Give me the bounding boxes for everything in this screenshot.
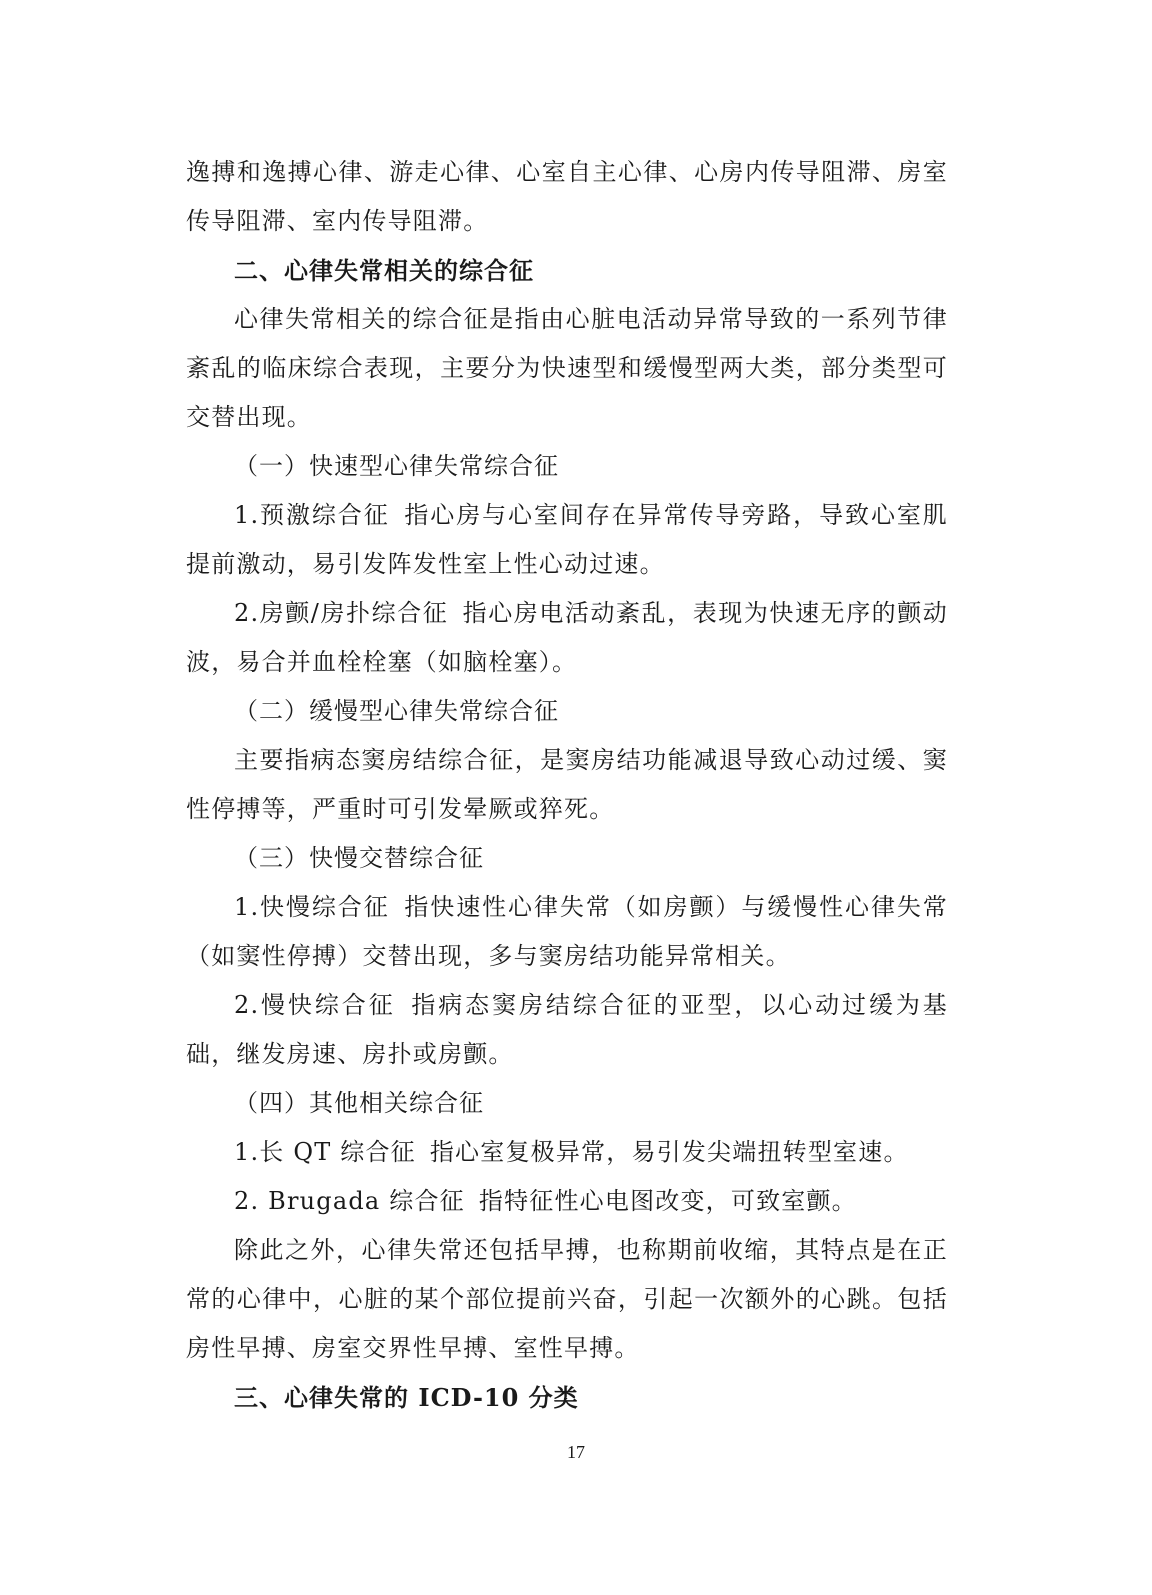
body-text — [186, 148, 948, 1422]
group-1-item-1 — [186, 491, 948, 589]
item-description: 指快速性心律失常（如房颤）与缓慢性心律失常（如窦性停搏）交替出现，多与窦房结功能异常相关。 — [186, 893, 948, 970]
item-term: 1.预激综合征 — [234, 501, 390, 529]
page-number: 17 — [567, 1442, 585, 1462]
group-1-item-2 — [186, 589, 948, 687]
group-2-heading: （二）缓慢型心律失常综合征 — [234, 697, 559, 725]
group-3-item-2 — [186, 981, 948, 1079]
group-2-body-paragraph: 主要指病态窦房结综合征，是窦房结功能减退导致心动过缓、窦性停搏等，严重时可引发晕厥或猝死。 — [186, 746, 948, 823]
intro-continuation-paragraph: 逸搏和逸搏心律、游走心律、心室自主心律、心房内传导阻滞、房室传导阻滞、室内传导阻滞。 — [186, 158, 948, 235]
section-2-intro-paragraph: 心律失常相关的综合征是指由心脏电活动异常导致的一系列节律紊乱的临床综合表现，主要分为快速型和缓慢型两大类，部分类型可交替出现。 — [186, 305, 948, 431]
item-term: 2.慢快综合征 — [234, 991, 396, 1019]
item-description: 指心房与心室间存在异常传导旁路，导致心室肌提前激动，易引发阵发性室上性心动过速。 — [186, 501, 948, 578]
group-1-heading: （一）快速型心律失常综合征 — [234, 452, 559, 480]
item-description: 指病态窦房结综合征的亚型，以心动过缓为基础，继发房速、房扑或房颤。 — [186, 991, 948, 1068]
item-description: 指心房电活动紊乱，表现为快速无序的颤动波，易合并血栓栓塞（如脑栓塞）。 — [186, 599, 948, 676]
section-3-heading: 三、心律失常的 ICD-10 分类 — [234, 1383, 579, 1412]
item-term: 1.快慢综合征 — [234, 893, 390, 921]
item-description: 指特征性心电图改变，可致室颤。 — [478, 1187, 857, 1215]
item-term: 1.长 QT 综合征 — [234, 1138, 416, 1166]
item-term: 2.房颤/房扑综合征 — [234, 599, 449, 627]
section-2-heading: 二、心律失常相关的综合征 — [234, 256, 534, 285]
group-4-heading: （四）其他相关综合征 — [234, 1089, 484, 1117]
group-4-item-2 — [186, 1177, 948, 1226]
closing-paragraph: 除此之外，心律失常还包括早搏，也称期前收缩，其特点是在正常的心律中，心脏的某个部位提前兴奋，引起一次额外的心跳。包括房性早搏、房室交界性早搏、室性早搏。 — [186, 1236, 948, 1362]
group-3-heading: （三）快慢交替综合征 — [234, 844, 484, 872]
item-description: 指心室复极异常，易引发尖端扭转型室速。 — [429, 1138, 909, 1166]
group-3-item-1 — [186, 883, 948, 981]
item-term: 2. Brugada 综合征 — [234, 1187, 465, 1215]
group-4-item-1 — [186, 1128, 948, 1177]
